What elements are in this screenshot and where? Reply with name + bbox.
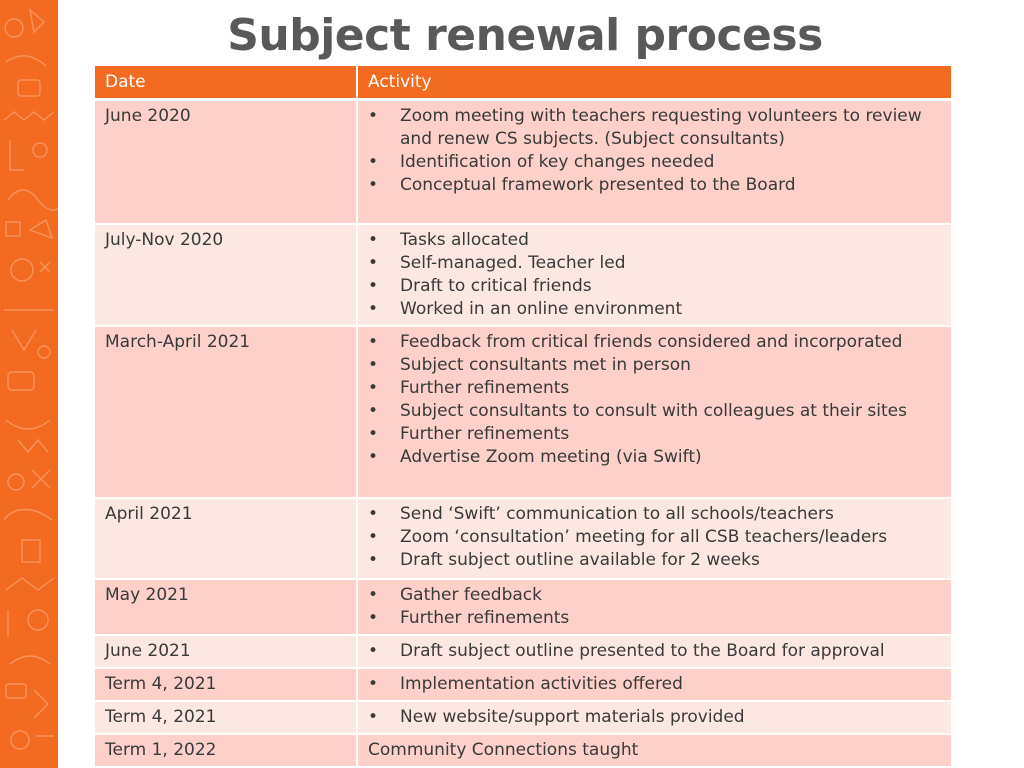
list-item: • Identification of key changes needed: [368, 151, 941, 174]
date-cell: April 2021: [95, 498, 357, 579]
list-item: • Further refinements: [368, 377, 941, 400]
table-row: [95, 326, 951, 498]
activity-cell: Community Connections taught: [357, 734, 951, 767]
table-row: [95, 668, 951, 701]
list-item: • Zoom meeting with teachers requesting volunteers to review and renew CS subjects. (Subject consultants): [368, 105, 941, 151]
activity-cell: [357, 224, 951, 326]
table-row: [95, 635, 951, 668]
date-cell: May 2021: [95, 579, 357, 635]
activity-list: [368, 331, 941, 469]
activity-cell: [357, 635, 951, 668]
activity-cell: [357, 668, 951, 701]
list-item: • Send ‘Swift’ communication to all schools/teachers: [368, 503, 941, 526]
list-item: • Further refinements: [368, 607, 941, 630]
activity-list: [368, 229, 941, 321]
column-header-activity: Activity: [357, 66, 951, 100]
column-header-date: Date: [95, 66, 357, 100]
table-row: [95, 100, 951, 225]
list-item: • New website/support materials provided: [368, 706, 941, 729]
list-item: • Tasks allocated: [368, 229, 941, 252]
date-cell: Term 4, 2021: [95, 701, 357, 734]
table-row: [95, 224, 951, 326]
list-item: • Further refinements: [368, 423, 941, 446]
list-item: • Zoom ‘consultation’ meeting for all CSB teachers/leaders: [368, 526, 941, 549]
list-item: • Draft to critical friends: [368, 275, 941, 298]
list-item: • Feedback from critical friends considered and incorporated: [368, 331, 941, 354]
list-item: • Draft subject outline available for 2 weeks: [368, 549, 941, 572]
activity-list: [368, 640, 941, 663]
list-item: • Self-managed. Teacher led: [368, 252, 941, 275]
activity-list: [368, 673, 941, 696]
list-item: • Subject consultants to consult with colleagues at their sites: [368, 400, 941, 423]
activity-cell: [357, 498, 951, 579]
table-row: [95, 701, 951, 734]
activity-cell: [357, 701, 951, 734]
date-cell: Term 1, 2022: [95, 734, 357, 767]
table-row: [95, 498, 951, 579]
list-item: • Gather feedback: [368, 584, 941, 607]
date-cell: June 2020: [95, 100, 357, 225]
list-item: • Draft subject outline presented to the Board for approval: [368, 640, 941, 663]
doodle-pattern-icon: [0, 0, 58, 768]
list-item: • Advertise Zoom meeting (via Swift): [368, 446, 941, 469]
table-row: [95, 579, 951, 635]
list-item: • Implementation activities offered: [368, 673, 941, 696]
activity-list: [368, 105, 941, 197]
activity-list: [368, 503, 941, 572]
process-table: [95, 66, 951, 768]
activity-cell: [357, 326, 951, 498]
date-cell: Term 4, 2021: [95, 668, 357, 701]
table-header-row: [95, 66, 951, 100]
activity-list: [368, 706, 941, 729]
date-cell: July-Nov 2020: [95, 224, 357, 326]
activity-cell: [357, 100, 951, 225]
list-item: • Conceptual framework presented to the Board: [368, 174, 941, 197]
list-item: • Worked in an online environment: [368, 298, 941, 321]
list-item: • Subject consultants met in person: [368, 354, 941, 377]
table-row: [95, 734, 951, 767]
decorative-side-strip: [0, 0, 58, 768]
date-cell: June 2021: [95, 635, 357, 668]
page-title: Subject renewal process: [227, 10, 823, 61]
activity-cell: [357, 579, 951, 635]
activity-list: [368, 584, 941, 630]
date-cell: March-April 2021: [95, 326, 357, 498]
